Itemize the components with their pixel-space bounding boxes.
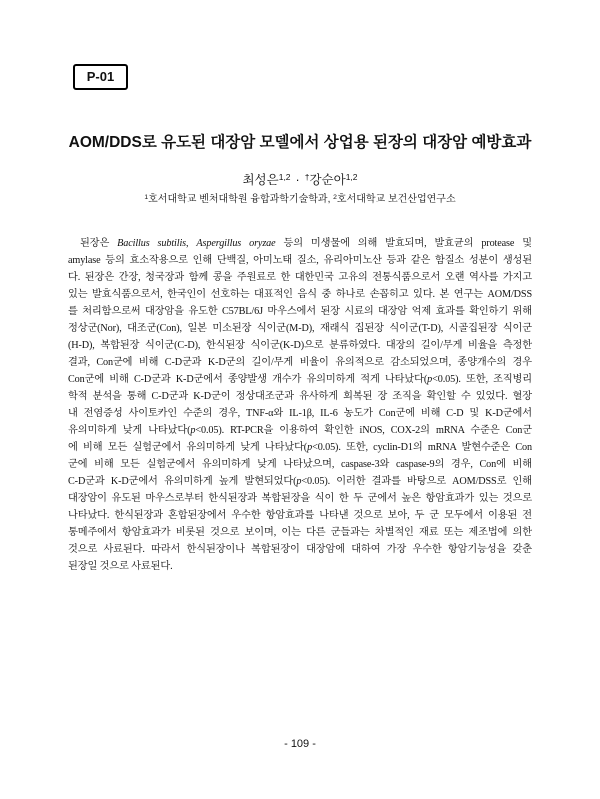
abstract-line — [68, 371, 532, 388]
text-segment: 나타났다. 한식된장과 혼합된장에서 우수한 항암효과를 나타낸 것으로 보아, 두 군 모두에서 이용된 전 — [68, 510, 532, 521]
abstract-line — [68, 269, 532, 286]
corresponding-author-mark: † — [304, 172, 310, 183]
poster-number-badge: P-01 — [73, 64, 128, 90]
page-number: - 109 - — [284, 738, 316, 750]
text-segment: 다. 된장은 간장, 청국장과 함께 콩을 주원료로 한 대한민국 고유의 전통식품으로서 오랜 역사를 가지고 — [68, 272, 532, 283]
text-segment: 를 처리함으로써 대장암을 유도한 C57BL/6J 마우스에서 된장 시료의 대장암 억제 효과를 확인하기 위해 — [68, 306, 532, 317]
abstract-line — [68, 490, 532, 507]
author-name: 최성은 — [242, 173, 279, 187]
author-affiliation-mark: 1,2 — [278, 172, 291, 183]
abstract-line — [68, 235, 532, 252]
abstract-line — [68, 507, 532, 524]
text-segment: 대장암이 유도된 마우스로부터 한식된장과 복합된장을 식이 한 두 군에서 높은 항암효과가 있는 것으로 — [68, 493, 532, 504]
abstract-line — [68, 558, 532, 575]
abstract-line — [68, 456, 532, 473]
affiliation-mark: 1 — [144, 193, 149, 201]
author-name: 강순아 — [309, 173, 346, 187]
text-segment: 정상군(Nor), 대조군(Con), 일본 미소된장 식이군(M-D), 재래식 집된장 식이군(T-D), 시골집된장 식이군 — [68, 323, 532, 334]
text-segment: <0.05). RT-PCR을 이용하여 확인한 iNOS, COX-2의 mRNA 수준은 Con군 — [195, 425, 532, 436]
text-segment: 유의미하게 낮게 나타났다( — [68, 425, 191, 436]
text-segment: 내 전염증성 사이토카인 수준의 경우, TNF-α와 IL-1β, IL-6 농도가 Con군에 비해 C-D 및 K-D군에서 — [68, 408, 532, 419]
text-segment: 학적 분석을 통해 C-D군과 K-D군이 정상대조군과 유사하게 회복된 장 조직을 확인할 수 있었다. 혈장 — [68, 391, 532, 402]
text-segment: 군에 비해 모든 실험군에서 유의미하게 낮게 나타났으며, caspase-3와 caspase-9의 경우, Con에 비해 — [68, 459, 532, 470]
affiliation-text: 호서대학교 보건산업연구소 — [336, 194, 456, 205]
abstract-line — [68, 405, 532, 422]
abstract-line — [68, 541, 532, 558]
text-segment: <0.05). 또한, 조직병리 — [432, 374, 532, 385]
italic-text-segment: p — [307, 442, 313, 453]
author-separator: · — [295, 173, 300, 187]
italic-text-segment: p — [427, 374, 433, 385]
affiliation-mark: 2 — [333, 193, 337, 201]
abstract-line — [68, 473, 532, 490]
affiliation-text: 호서대학교 벤처대학원 융합과학기술학과, — [148, 194, 331, 205]
abstract-line — [68, 303, 532, 320]
text-segment: <0.05). 또한, cyclin-D1의 mRNA 발현수준은 Con — [312, 442, 533, 453]
affiliation-line — [40, 192, 560, 208]
italic-text-segment: Aspergillus oryzae — [196, 238, 276, 249]
text-segment: 있는 발효식품으로서, 한국인이 선호하는 대표적인 음식 중 하나로 손꼽히고 있다. 본 연구는 AOM/DSS — [68, 289, 532, 300]
abstract-line — [68, 439, 532, 456]
text-segment: 된장은 — [80, 238, 118, 249]
italic-text-segment: p — [190, 425, 196, 436]
abstract-line — [68, 354, 532, 371]
text-segment: amylase 등의 효소작용으로 인해 단백질, 아미노태 질소, 유리아미노산 등과 같은 함질소 성분이 생성된 — [68, 255, 532, 266]
text-segment: 결과, Con군에 비해 C-D군과 K-D군의 길이/무게 비율이 유의적으로 감소되었으며, 종양개수의 경우 — [68, 357, 532, 368]
abstract-line — [68, 252, 532, 269]
italic-text-segment: p — [296, 476, 302, 487]
abstract-line — [68, 286, 532, 303]
text-segment: C-D군과 K-D군에서 유의미하게 높게 발현되었다( — [68, 476, 297, 487]
abstract-line — [68, 422, 532, 439]
text-segment: 등의 미생물에 의해 발효되며, 발효균의 protease 및 — [275, 238, 532, 249]
abstract-line — [68, 320, 532, 337]
abstract-line — [68, 337, 532, 354]
text-segment: 에 비해 모든 실험군에서 유의미하게 낮게 나타났다( — [68, 442, 308, 453]
italic-text-segment: Bacillus subtilis — [117, 238, 187, 249]
text-segment: 된장일 것으로 사료된다. — [68, 561, 173, 572]
abstract-line — [68, 388, 532, 405]
text-segment: , — [186, 238, 197, 249]
text-segment: (H-D), 복합된장 식이군(C-D), 한식된장 식이군(K-D)으로 분류하였다. 대장의 길이/무게 비율을 측정한 — [68, 340, 532, 351]
paper-title: AOM/DDS로 유도된 대장암 모델에서 상업용 된장의 대장암 예방효과 — [68, 134, 532, 151]
abstract-line — [68, 524, 532, 541]
text-segment: <0.05). 이러한 결과를 바탕으로 AOM/DSS로 인해 — [301, 476, 532, 487]
author-affiliation-mark: 1,2 — [345, 172, 358, 183]
abstract-body — [68, 235, 532, 575]
text-segment: 통메주에서 항암효과가 비롯된 것으로 보이며, 이는 다른 군들과는 차별적인 재료 또는 제조법에 의한 — [68, 527, 532, 538]
author-line — [40, 171, 560, 189]
text-segment: 것으로 사료된다. 따라서 한식된장이나 복합된장이 대장암에 대하여 가장 우수한 항암기능성을 갖춘 — [68, 544, 532, 555]
text-segment: Con군에 비해 C-D군과 K-D군에서 종양발생 개수가 유의미하게 적게 나타났다( — [68, 374, 428, 385]
